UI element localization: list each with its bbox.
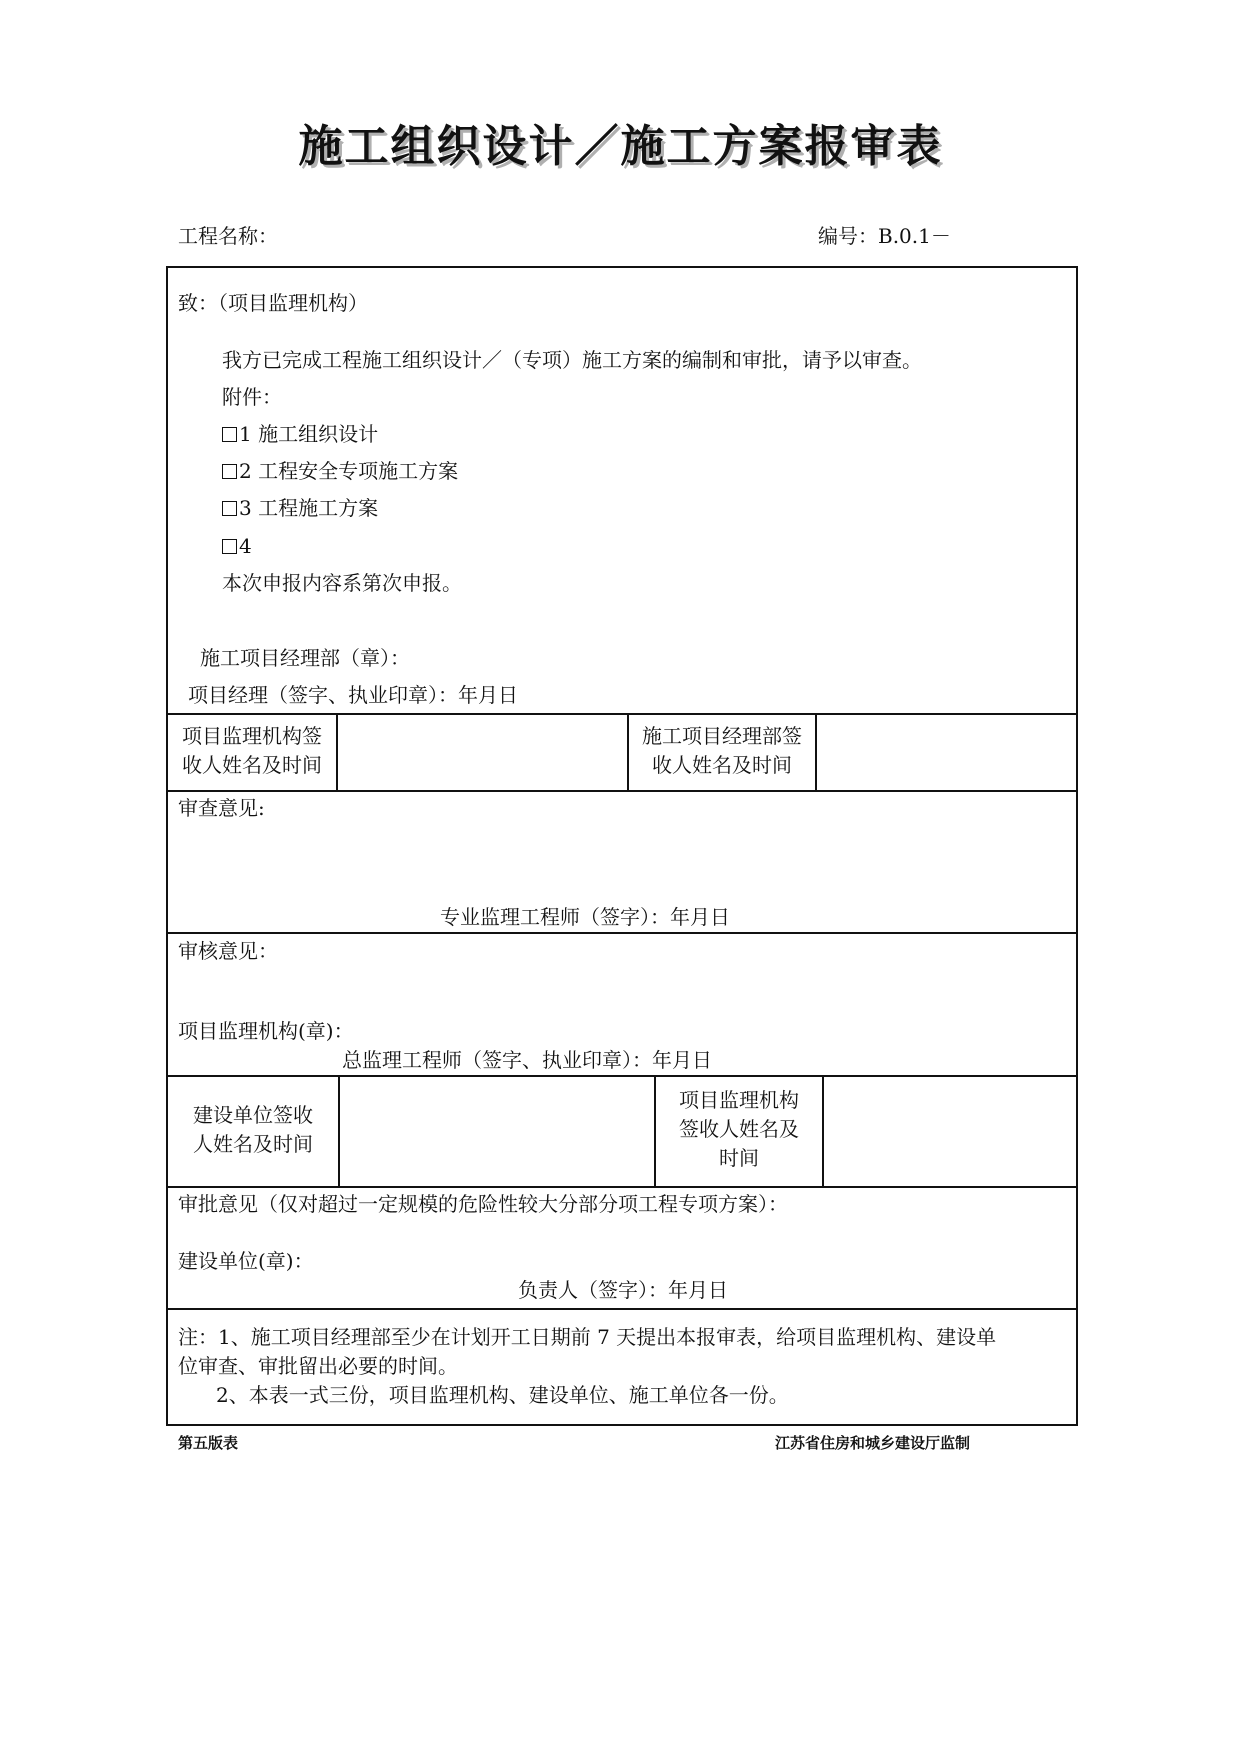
attachment-option[interactable]: 2 工程安全专项施工方案	[222, 458, 458, 484]
leader-signature-label: 负责人（签字）：年月日	[518, 1278, 728, 1302]
form-title: 施工组织设计／施工方案报审表	[298, 121, 943, 172]
note-line-3: 2、本表一式三份，项目监理机构、建设单位、施工单位各一份。	[216, 1383, 789, 1407]
checkbox[interactable]	[222, 539, 237, 554]
project-name-label: 工程名称：	[178, 224, 278, 248]
addressee: 致：（项目监理机构）	[178, 291, 368, 315]
form-number-label: 编号：B.0.1－	[818, 224, 951, 248]
divider-line	[166, 1308, 1078, 1310]
audit-label: 审核意见：	[178, 939, 278, 963]
attachment-option[interactable]: 3 工程施工方案	[222, 495, 378, 521]
checkbox[interactable]	[222, 464, 237, 479]
attachment-option[interactable]: 4	[222, 533, 252, 559]
cell-divider	[338, 1075, 340, 1187]
approval-label: 审批意见（仅对超过一定规模的危险性较大分部分项工程专项方案）：	[178, 1192, 788, 1216]
checkbox[interactable]	[222, 501, 237, 516]
receipt-label-supervision-2: 项目监理机构 签收人姓名及 时间	[679, 1088, 799, 1170]
divider-line	[166, 1075, 1078, 1077]
note-line-1: 注：1、施工项目经理部至少在计划开工日期前 7 天提出本报审表，给项目监理机构、建设单	[178, 1325, 997, 1349]
cell-divider	[822, 1075, 824, 1187]
divider-line	[166, 790, 1078, 792]
manager-signature-label: 项目经理（签字、执业印章）：年月日	[188, 683, 518, 707]
note-line-2: 位审查、审批留出必要的时间。	[178, 1354, 458, 1378]
checkbox[interactable]	[222, 427, 237, 442]
form-version: 第五版表	[178, 1434, 239, 1452]
receipt-label-supervision: 项目监理机构签 收人姓名及时间	[182, 724, 322, 777]
review-label: 审查意见:	[178, 796, 265, 820]
review-signature-label: 专业监理工程师（签字）：年月日	[440, 905, 730, 929]
divider-line	[166, 1186, 1078, 1188]
divider-line	[166, 932, 1078, 934]
cell-divider	[336, 713, 338, 791]
chief-signature-label: 总监理工程师（签字、执业印章）：年月日	[342, 1048, 712, 1072]
issuer: 江苏省住房和城乡建设厅监制	[775, 1434, 971, 1452]
receipt-label-contractor: 施工项目经理部签 收人姓名及时间	[642, 724, 802, 777]
owner-seal-label: 建设单位(章)：	[178, 1249, 314, 1273]
receipt-label-owner: 建设单位签收 人姓名及时间	[193, 1103, 313, 1156]
attachments-label: 附件：	[222, 385, 282, 409]
divider-line	[166, 713, 1078, 715]
attachment-option[interactable]: 1 施工组织设计	[222, 421, 378, 447]
supervision-seal-label: 项目监理机构(章)：	[178, 1019, 354, 1043]
submission-note: 本次申报内容系第次申报。	[222, 571, 462, 595]
dept-seal-label: 施工项目经理部（章）：	[200, 646, 410, 670]
cell-divider	[815, 713, 817, 791]
statement: 我方已完成工程施工组织设计／（专项）施工方案的编制和审批，请予以审查。	[222, 348, 922, 372]
